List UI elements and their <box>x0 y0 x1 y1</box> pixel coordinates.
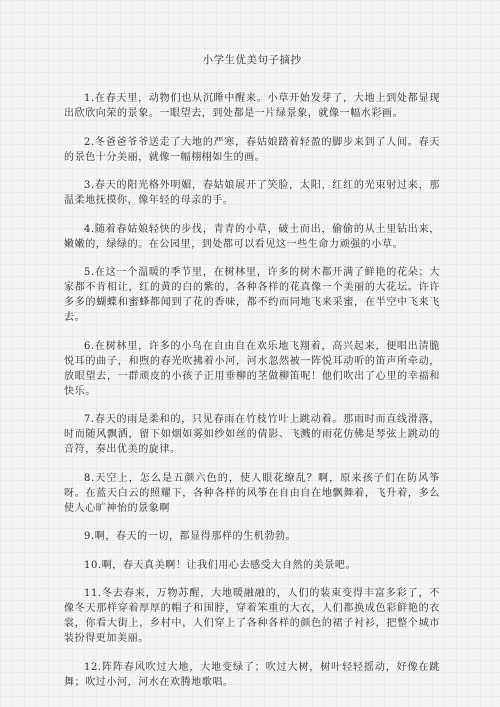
paragraph-4: 4.随着春姑娘轻快的步伐，青青的小草，破土而出，偷偷的从土里钻出来，嫩嫩的，绿绿的。在公园里，到处都可以看见这一些生命力顽强的小草。 <box>64 223 440 250</box>
paragraph-12: 12.阵阵春风吹过大地，大地变绿了；吹过大树，树叶轻轻摇动，好像在跳舞；吹过小河，河水在欢腾地歌唱。 <box>64 661 440 688</box>
paragraph-6: 6.在树林里，许多的小鸟在自由自在欢乐地飞翔着，高兴起来，便唱出清脆悦耳的曲子，和煦的春光吹拂着小河，河水忽然被一阵悦耳动听的笛声所牵动，放眼望去，一群顽皮的小孩子正用垂柳的茎做柳笛呢！他们吹出了心里的幸福和快乐。 <box>64 340 440 397</box>
paragraph-1: 1.在春天里，动物们也从沉睡中醒来。小草开始发芽了，大地上到处都显现出欣欣向荣的景象。一眼望去，到处都是一片绿景象，就像一幅水彩画。 <box>64 93 440 119</box>
paragraph-9: 9.啊，春天的一切，都显得那样的生机勃勃。 <box>84 531 297 542</box>
document-page <box>64 52 440 703</box>
paragraph-7: 7.春天的雨是柔和的，只见春雨在竹枝竹叶上跳动着。那雨时而直线滑落，时而随风飘洒，留下如烟如雾如纱如丝的倩影、飞溅的雨花仿佛是琴弦上跳动的音符，奏出优美的旋律。 <box>64 414 440 455</box>
paragraph-2: 2.冬爸爸爷爷送走了大地的严寒，春姑娘踏着轻盈的脚步来到了人间。春天的景色十分美丽，就像一幅栩栩如生的画。 <box>64 136 440 163</box>
paragraph-8: 8.天空上，怎么是五颜六色的，使人眼花缭乱？啊，原来孩子们在防风筝呀。在蓝天白云的照耀下，各种各样的风筝在自由自在地飘舞着，飞升着，多么使人心旷神怡的景象啊 <box>64 472 440 514</box>
paragraph-10: 10.啊，春天真美啊！让我们用心去感受大自然的美景吧。 <box>84 559 357 571</box>
paragraph-3: 3.春天的阳光格外明媚，春姑娘展开了笑脸，太阳，红红的光束射过来，那温柔地抚摸你，像年轻的母亲的手。 <box>64 180 440 206</box>
paragraph-11: 11.冬去春来，万物苏醒，大地暖融融的，人们的装束变得丰富多彩了，不像冬天那样穿着厚厚的帽子和围脖，穿着笨重的大衣，人们都换成色彩鲜艳的衣裳，你看大街上，乡村中，人们穿上了各种各样的颜色的裙子衬衫，把整个城市装扮得更加美丽。 <box>64 588 440 644</box>
paragraph-5: 5.在这一个温暖的季节里，在树林里，许多的树木都开满了鲜艳的花朵；大家都不肯相让，红的黄的白的紫的，各种各样的花真像一个美丽的大花坛。许许多多的蝴蝶和蜜蜂都闻到了花的香味，都不约而同地飞来采蜜，在半空中飞来飞去。 <box>64 267 440 323</box>
document-title: 小学生优美句子摘抄 <box>202 54 302 66</box>
